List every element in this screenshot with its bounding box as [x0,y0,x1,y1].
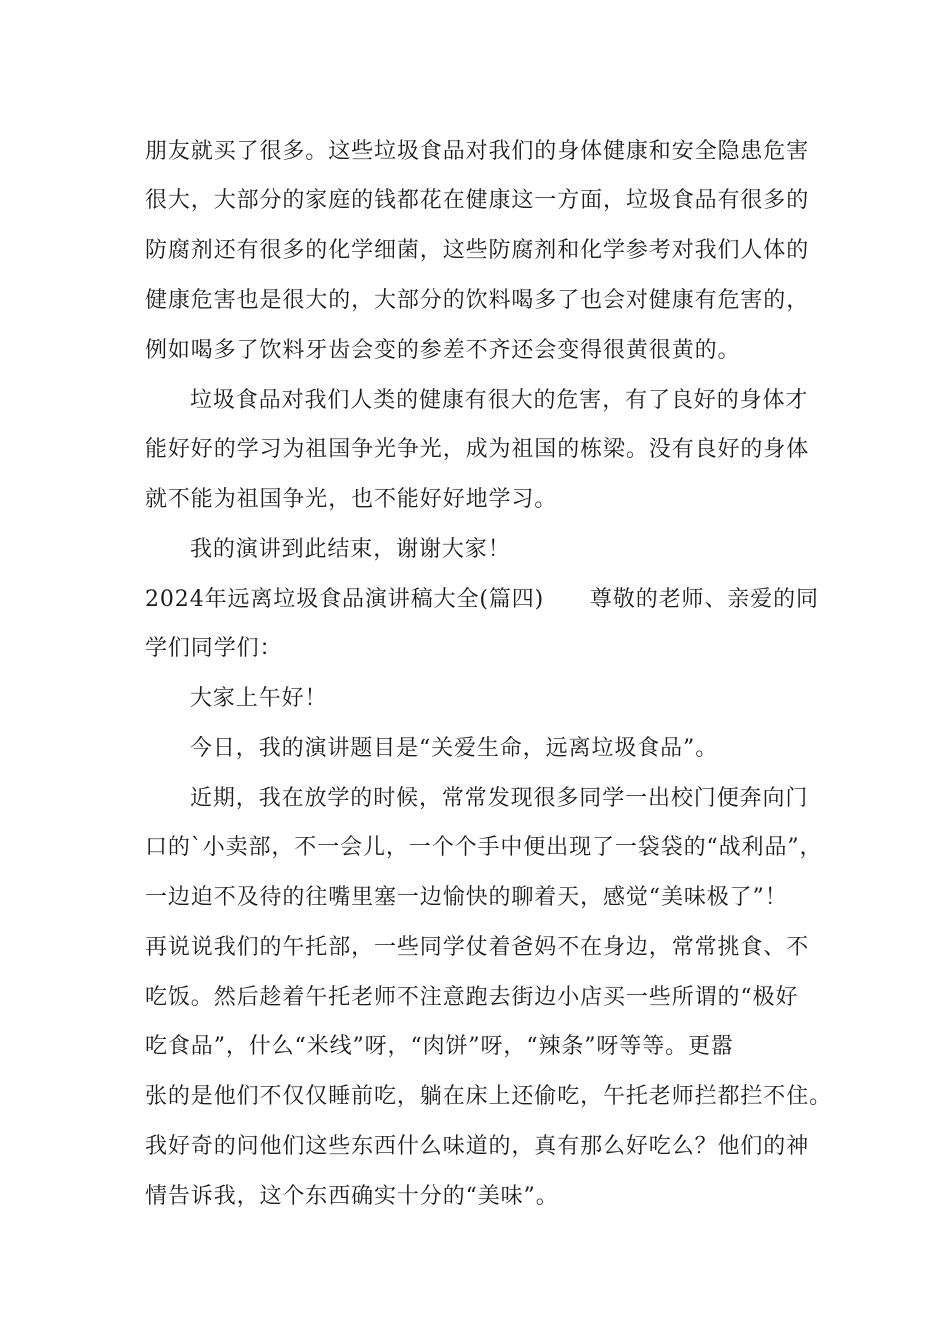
text-line: 再说说我们的午托部，一些同学仗着爸妈不在身边，常常挑食、不 [145,935,810,960]
text-line: 吃食品”，什么“米线”呀，“肉饼”呀，“辣条”呀等等。更嚣 [145,1034,734,1059]
text-line: 学们同学们： [145,636,283,661]
text-line: 很大，大部分的家庭的钱都花在健康这一方面，垃圾食品有很多的 [145,188,810,213]
section-heading-line: 2024年远离垃圾食品演讲稿大全(篇四) 尊敬的老师、亲爱的同 [145,587,819,612]
text-line: 一边迫不及待的往嘴里塞一边愉快的聊着天，感觉“美味极了”！ [145,885,788,910]
text-line: 健康危害也是很大的，大部分的饮料喝多了也会对健康有危害的， [145,288,810,313]
text-line: 朋友就买了很多。这些垃圾食品对我们的身体健康和安全隐患危害 [145,139,810,164]
text-line: 口的`小卖部，不一会儿，一个个手中便出现了一袋袋的“战利品”， [145,835,823,860]
paragraph-start-line: 近期，我在放学的时候，常常发现很多同学一出校门便奔向门 [190,786,809,811]
text-line: 能好好的学习为祖国争光争光，成为祖国的栋梁。没有良好的身体 [145,437,810,462]
text-line: 例如喝多了饮料牙齿会变的参差不齐还会变得很黄很黄的。 [145,338,741,363]
paragraph-start-line: 我的演讲到此结束，谢谢大家！ [190,537,511,562]
text-line: 防腐剂还有很多的化学细菌，这些防腐剂和化学参考对我们人体的 [145,238,810,263]
text-line: 就不能为祖国争光，也不能好好地学习。 [145,487,558,512]
text-line: 吃饭。然后趁着午托老师不注意跑去街边小店买一些所谓的“极好 [145,985,799,1010]
paragraph-start-line: 今日，我的演讲题目是“关爱生命，远离垃圾食品”。 [190,736,719,761]
text-line: 情告诉我，这个东西确实十分的“美味”。 [145,1184,559,1209]
text-line: 张的是他们不仅仅睡前吃，躺在床上还偷吃，午托老师拦都拦不住。 [145,1084,833,1109]
text-line: 我好奇的问他们这些东西什么味道的，真有那么好吃么？他们的神 [145,1134,810,1159]
paragraph-start-line: 垃圾食品对我们人类的健康有很大的危害，有了良好的身体才 [190,388,809,413]
paragraph-start-line: 大家上午好！ [190,686,328,711]
